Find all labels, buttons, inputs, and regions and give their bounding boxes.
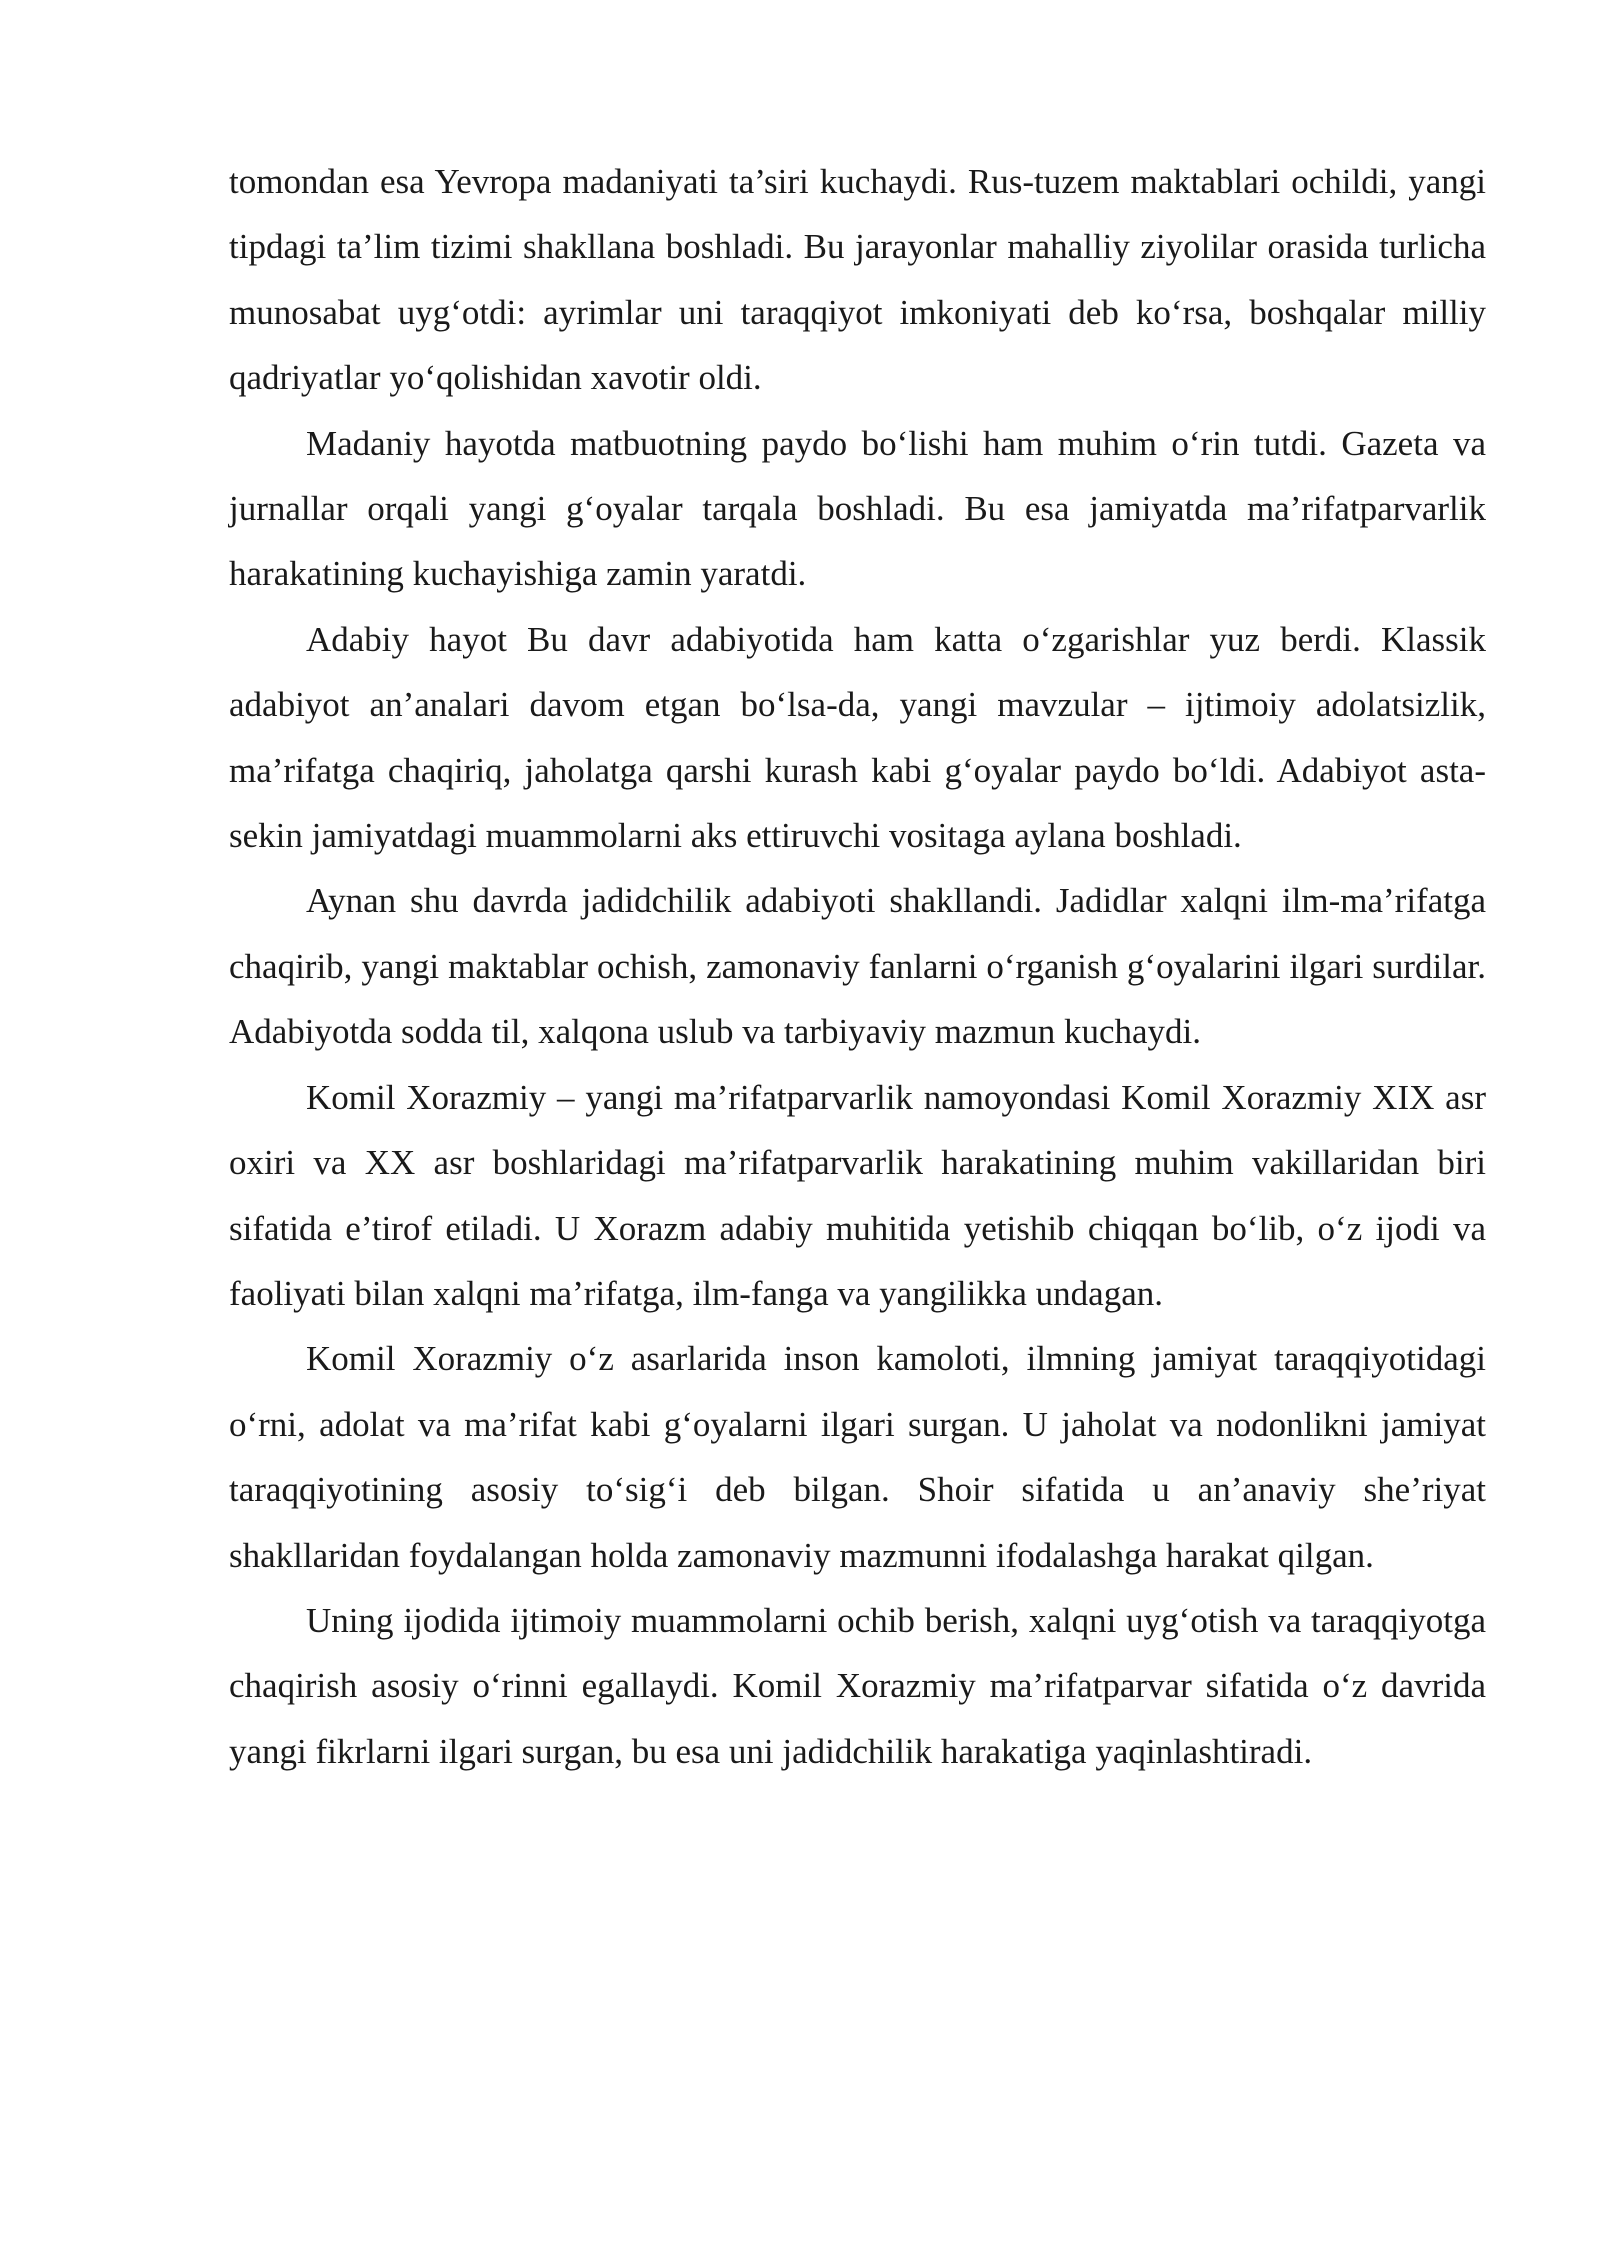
document-body — [229, 149, 1486, 1784]
paragraph-jadidism: Aynan shu davrda jadidchilik adabiyoti shakllandi. Jadidlar xalqni ilm-ma’rifatga chaqirib, yangi maktablar ochish, zamonaviy fanlarni o‘rganish g‘oyalarini ilgari surdilar. Adabiyotda sodda til, xalqona uslub va tarbiyaviy mazmun kuchaydi. — [229, 881, 1486, 1052]
paragraph-komil-works: Komil Xorazmiy o‘z asarlarida inson kamoloti, ilmning jamiyat taraqqiyotidagi o‘rni, adolat va ma’rifat kabi g‘oyalarni ilgari surgan. U jaholat va nodonlikni jamiyat taraqqiyotining asosiy to‘sig‘i deb bilgan. Shoir sifatida u an’anaviy she’riyat shakllaridan foydalangan holda zamonaviy mazmunni ifodalashga harakat qilgan. — [229, 1339, 1486, 1575]
paragraph-continuation: tomondan esa Yevropa madaniyati ta’siri kuchaydi. Rus-tuzem maktablari ochildi, yangi tipdagi ta’lim tizimi shakllana boshladi. Bu jarayonlar mahalliy ziyolilar orasida turlicha munosabat uyg‘otdi: ayrimlar uni taraqqiyot imkoniyati deb ko‘rsa, boshqalar milliy qadriyatlar yo‘qolishidan xavotir oldi. — [229, 162, 1486, 398]
paragraph-literary-life: Adabiy hayot Bu davr adabiyotida ham katta o‘zgarishlar yuz berdi. Klassik adabiyot an’analari davom etgan bo‘lsa-da, yangi mavzular – ijtimoiy adolatsizlik, ma’rifatga chaqiriq, jaholatga qarshi kurash kabi g‘oyalar paydo bo‘ldi. Adabiyot asta-sekin jamiyatdagi muammolarni aks ettiruvchi vositaga aylana boshladi. — [229, 619, 1486, 856]
paragraph-komil-intro: Komil Xorazmiy – yangi ma’rifatparvarlik namoyondasi Komil Xorazmiy XIX asr oxiri va XX asr boshlaridagi ma’rifatparvarlik harakatining muhim vakillaridan biri sifatida e’tirof etiladi. U Xorazm adabiy muhitida yetishib chiqqan bo‘lib, o‘z ijodi va faoliyati bilan xalqni ma’rifatga, ilm-fanga va yangilikka undagan. — [229, 1077, 1486, 1313]
paragraph-komil-legacy: Uning ijodida ijtimoiy muammolarni ochib berish, xalqni uyg‘otish va taraqqiyotga chaqirish asosiy o‘rinni egallaydi. Komil Xorazmiy ma’rifatparvar sifatida o‘z davrida yangi fikrlarni ilgari surgan, bu esa uni jadidchilik harakatiga yaqinlashtiradi. — [229, 1600, 1486, 1771]
paragraph-press: Madaniy hayotda matbuotning paydo bo‘lishi ham muhim o‘rin tutdi. Gazeta va jurnallar orqali yangi g‘oyalar tarqala boshladi. Bu esa jamiyatda ma’rifatparvarlik harakatining kuchayishiga zamin yaratdi. — [229, 423, 1486, 594]
